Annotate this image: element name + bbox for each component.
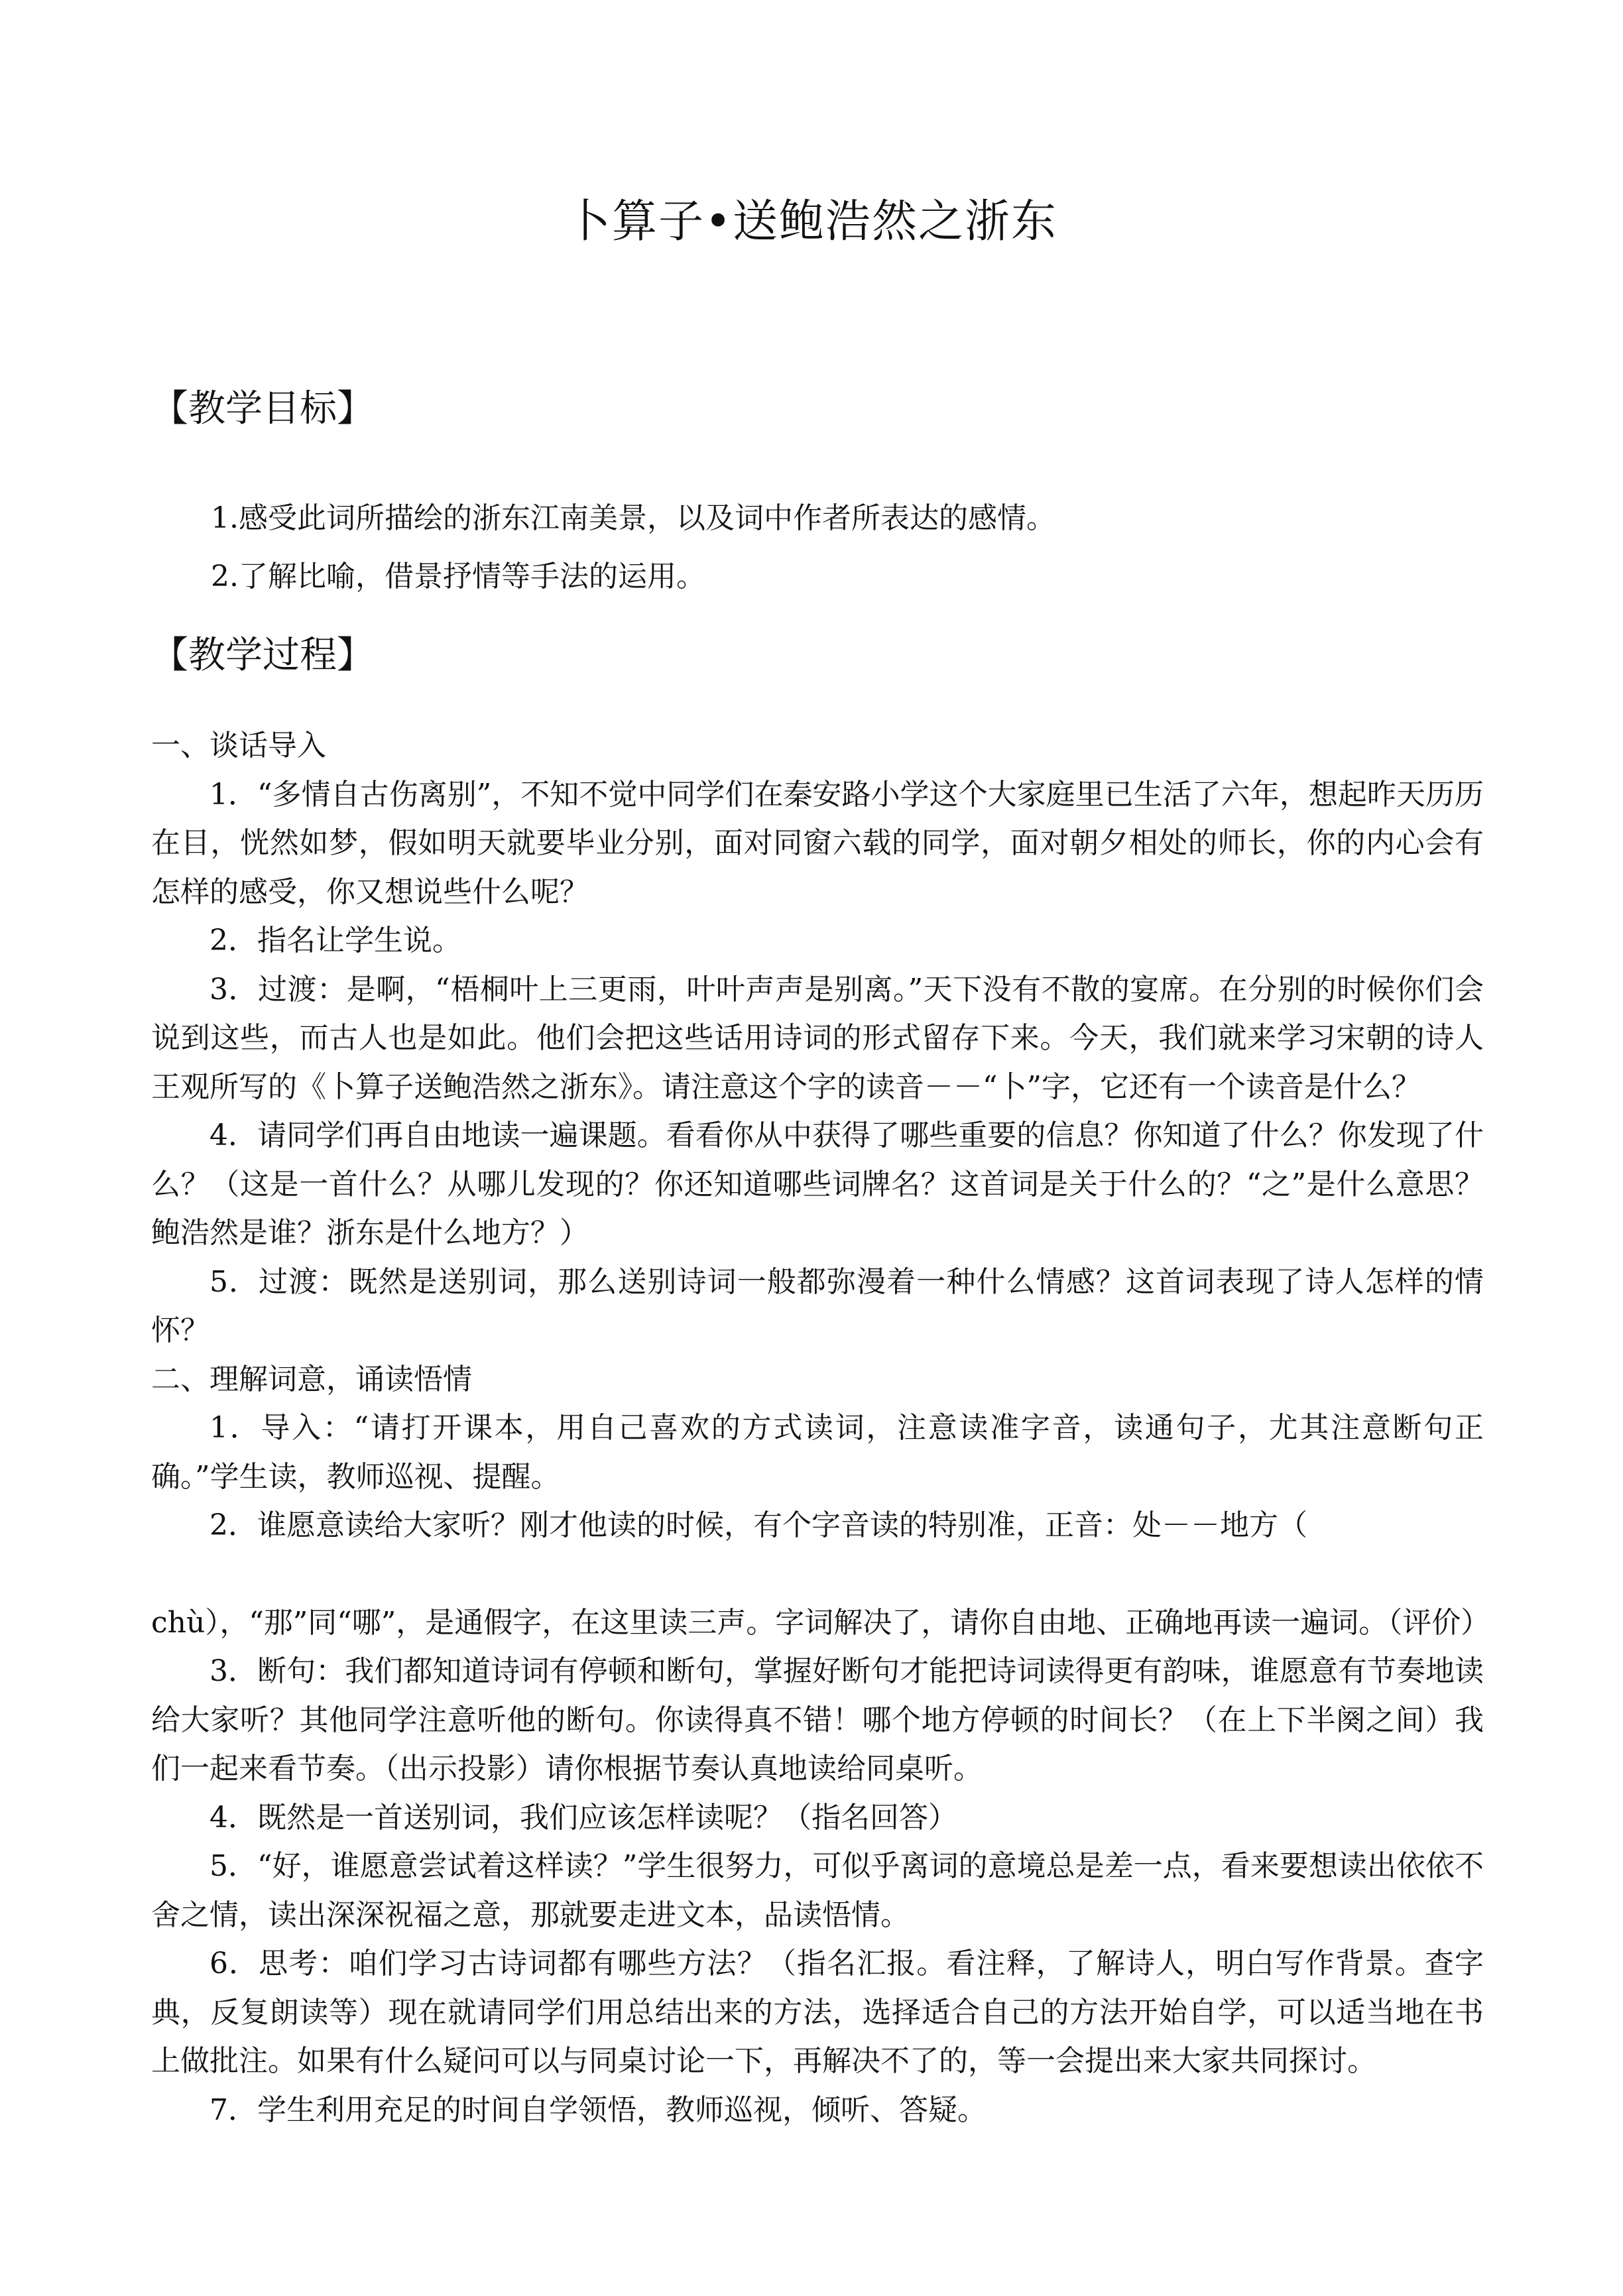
section2-paragraph-6: 6．思考：咱们学习古诗词都有哪些方法？（指名汇报。看注释，了解诗人，明白写作背景。查字典，反复朗读等）现在就请同学们用总结出来的方法，选择适合自己的方法开始自学，可以适当地在书上做批注。如果有什么疑问可以与同桌讨论一下，再解决不了的，等一会提出来大家共同探讨。 xyxy=(151,1947,1484,2078)
section-title-2: 二、理解词意，诵读悟情 xyxy=(151,1362,472,1396)
objective-item-1: 1.感受此词所描绘的浙东江南美景，以及词中作者所表达的感情。 xyxy=(211,501,1055,535)
section2-paragraph-2-line-1: 2．谁愿意读给大家听？刚才他读的时候，有个字音读的特别准，正音：处－－地方（ xyxy=(210,1508,1307,1542)
section2-paragraph-1: 1．导入：“请打开课本，用自己喜欢的方式读词，注意读准字音，读通句子，尤其注意断句正确。”学生读，教师巡视、提醒。 xyxy=(151,1411,1484,1494)
objectives-heading: 【教学目标】 xyxy=(151,387,374,430)
blank-gap xyxy=(151,1550,1484,1599)
section2-paragraph-7: 7．学生利用充足的时间自学领悟，教师巡视，倾听、答疑。 xyxy=(210,2092,987,2127)
section1-paragraph-1: 1．“多情自古伤离别”，不知不觉中同学们在秦安路小学这个大家庭里已生活了六年，想起昨天历历在目，恍然如梦，假如明天就要毕业分别，面对同窗六载的同学，面对朝夕相处的师长，你的内心会有怎样的感受，你又想说些什么呢？ xyxy=(151,777,1484,909)
section2-paragraph-4: 4．既然是一首送别词，我们应该怎样读呢？（指名回答） xyxy=(210,1800,957,1835)
section2-paragraph-3: 3．断句：我们都知道诗词有停顿和断句，掌握好断句才能把诗词读得更有韵味，谁愿意有节奏地读给大家听？其他同学注意听他的断句。你读得真不错！哪个地方停顿的时间长？（在上下半阕之间）我们一起来看节奏。（出示投影）请你根据节奏认真地读给同桌听。 xyxy=(151,1654,1484,1785)
section2-paragraph-2-continued: chù），“那”同“哪”，是通假字，在这里读三声。字词解决了，请你自由地、正确地再读一遍词。（评价） xyxy=(151,1605,1490,1640)
process-heading: 【教学过程】 xyxy=(151,634,374,677)
section1-paragraph-5: 5．过渡：既然是送别词，那么送别诗词一般都弥漫着一种什么情感？这首词表现了诗人怎样的情怀？ xyxy=(151,1264,1484,1347)
section-title-1: 一、谈话导入 xyxy=(151,729,326,762)
document-title: 卜算子•送鲍浩然之浙东 xyxy=(565,196,1058,248)
objective-item-2: 2.了解比喻，借景抒情等手法的运用。 xyxy=(211,560,705,593)
section1-paragraph-4: 4．请同学们再自由地读一遍课题。看看你从中获得了哪些重要的信息？你知道了什么？你发现了什么？（这是一首什么？从哪儿发现的？你还知道哪些词牌名？这首词是关于什么的？“之”是什么意思？鲍浩然是谁？浙东是什么地方？） xyxy=(151,1118,1484,1250)
section2-paragraph-5: 5．“好，谁愿意尝试着这样读？”学生很努力，可似乎离词的意境总是差一点，看来要想读出依依不舍之情，读出深深祝福之意，那就要走进文本，品读悟情。 xyxy=(151,1849,1484,1932)
process-body xyxy=(151,721,1490,2134)
section1-paragraph-2: 2．指名让学生说。 xyxy=(210,924,461,957)
section1-paragraph-3: 3．过渡：是啊，“梧桐叶上三更雨，叶叶声声是别离。”天下没有不散的宴席。在分别的时候你们会说到这些，而古人也是如此。他们会把这些话用诗词的形式留存下来。今天，我们就来学习宋朝的诗人王观所写的《卜算子送鲍浩然之浙东》。请注意这个字的读音－－“卜”字，它还有一个读音是什么？ xyxy=(151,972,1484,1104)
